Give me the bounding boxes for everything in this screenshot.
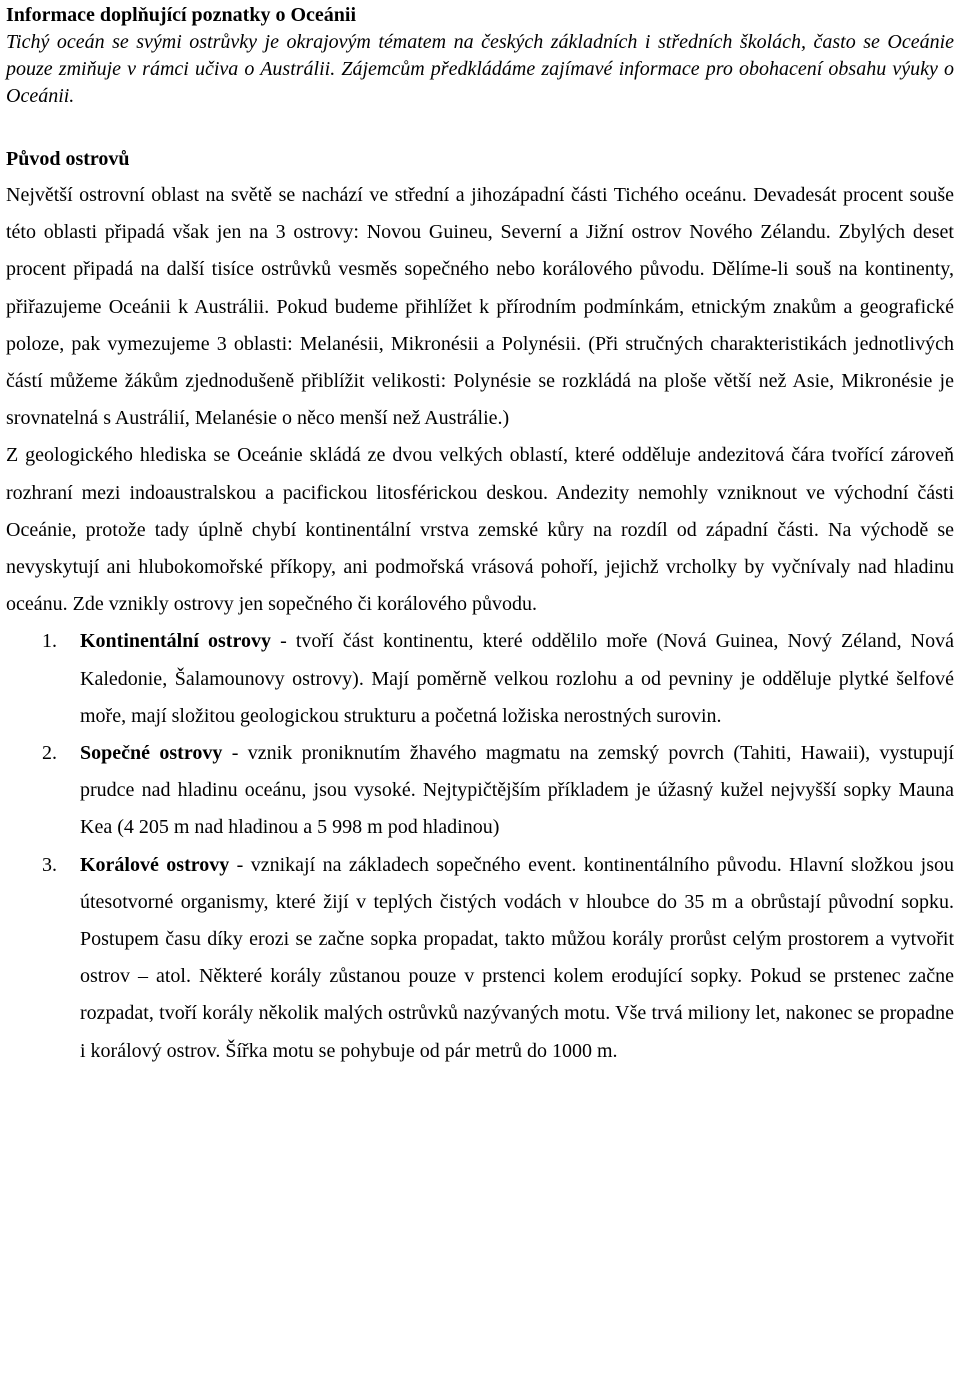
document-title: Informace doplňující poznatky o Oceánii [6, 4, 357, 26]
section-heading: Původ ostrovů [6, 148, 130, 170]
list-text: - vznik proniknutím žhavého magmatu na zemský povrch (Tahiti, Hawaii), vystupují prudce nad hladinu oceánu, jsou vysoké. Nejtypičtějším příkladem je úžasný kužel nejvyšší sopky Mauna Kea (4 205 m nad hladinou a 5 998 m pod hladinou) [80, 742, 954, 839]
list-number: 1. [42, 630, 57, 653]
intro-paragraph: Tichý oceán se svými ostrůvky je okrajovým tématem na českých základních i středních školách, často se Oceánie pouze zmiňuje v rámci učiva o Austrálii. Zájemcům předkládáme zajímavé informace pro obohacení obsahu výuky o Oceánii. [6, 31, 954, 107]
island-types-list [6, 623, 954, 1069]
list-text: - tvoří část kontinentu, které oddělilo moře (Nová Guinea, Nový Zéland, Nová Kaledonie, Šalamounovy ostrovy). Mají poměrně velkou rozlohu a od pevniny je odděluje plytké šelfové moře, mají složitou geologickou strukturu a početná ložiska nerostných surovin. [80, 630, 954, 727]
list-term: Korálové ostrovy [80, 853, 230, 876]
list-number: 3. [42, 853, 57, 876]
list-term: Kontinentální ostrovy [80, 630, 271, 653]
list-item [6, 735, 954, 847]
list-term: Sopečné ostrovy [80, 742, 223, 765]
list-number: 2. [42, 742, 57, 765]
list-item [6, 623, 954, 735]
list-text: - vznikají na základech sopečného event. kontinentálního původu. Hlavní složkou jsou útesotvorné organismy, které žijí v teplých čistých vodách v hloubce do 35 m a obrůstají původní sopku. Postupem času díky erozi se začne sopka propadat, takto můžou korály prorůst celým prostorem a vytvořit ostrov – atol. Některé korály zůstanou pouze v prstenci kolem erodující sopky. Pokud se prstenec začne rozpadat, tvoří korály několik malých ostrůvků nazývaných motu. Vše trvá miliony let, nakonec se propadne i korálový ostrov. Šířka motu se pohybuje od pár metrů do 1000 m. [80, 853, 955, 1062]
paragraph-geology: Z geologického hlediska se Oceánie skládá ze dvou velkých oblastí, které odděluje andezitová čára tvořící zároveň rozhraní mezi indoaustralskou a pacifickou litosférickou deskou. Andezity nemohly vzniknout ve východní části Oceánie, protože tady úplně chybí kontinentální vrstva zemské kůry na rozdíl od západní části. Na východě se nevyskytují ani hlubokomořské příkopy, ani podmořská vrásová pohoří, jejichž vrcholky by vyčnívaly nad hladinu oceánu. Zde vznikly ostrovy jen sopečného či korálového původu. [6, 444, 954, 616]
paragraph-regions: Největší ostrovní oblast na světě se nachází ve střední a jihozápadní části Tichého oceánu. Devadesát procent souše této oblasti připadá však jen na 3 ostrovy: Novou Guineu, Severní a Jižní ostrov Nového Zélandu. Zbylých deset procent připadá na další tisíce ostrůvků vesměs sopečného nebo korálového původu. Dělíme-li souš na kontinenty, přiřazujeme Oceánii k Austrálii. Pokud budeme přihlížet k přírodním podmínkám, etnickým znakům a geografické poloze, pak vymezujeme 3 oblasti: Melanésii, Mikronésii a Polynésii. (Při stručných charakteristikách jednotlivých částí můžeme žákům zjednodušeně přiblížit velikosti: Polynésie se rozkládá na ploše větší než Asie, Mikronésie je srovnatelná s Austrálií, Melanésie o něco menší než Austrálie.) [6, 184, 954, 430]
list-item [6, 847, 954, 1070]
document-page [6, 0, 954, 1070]
